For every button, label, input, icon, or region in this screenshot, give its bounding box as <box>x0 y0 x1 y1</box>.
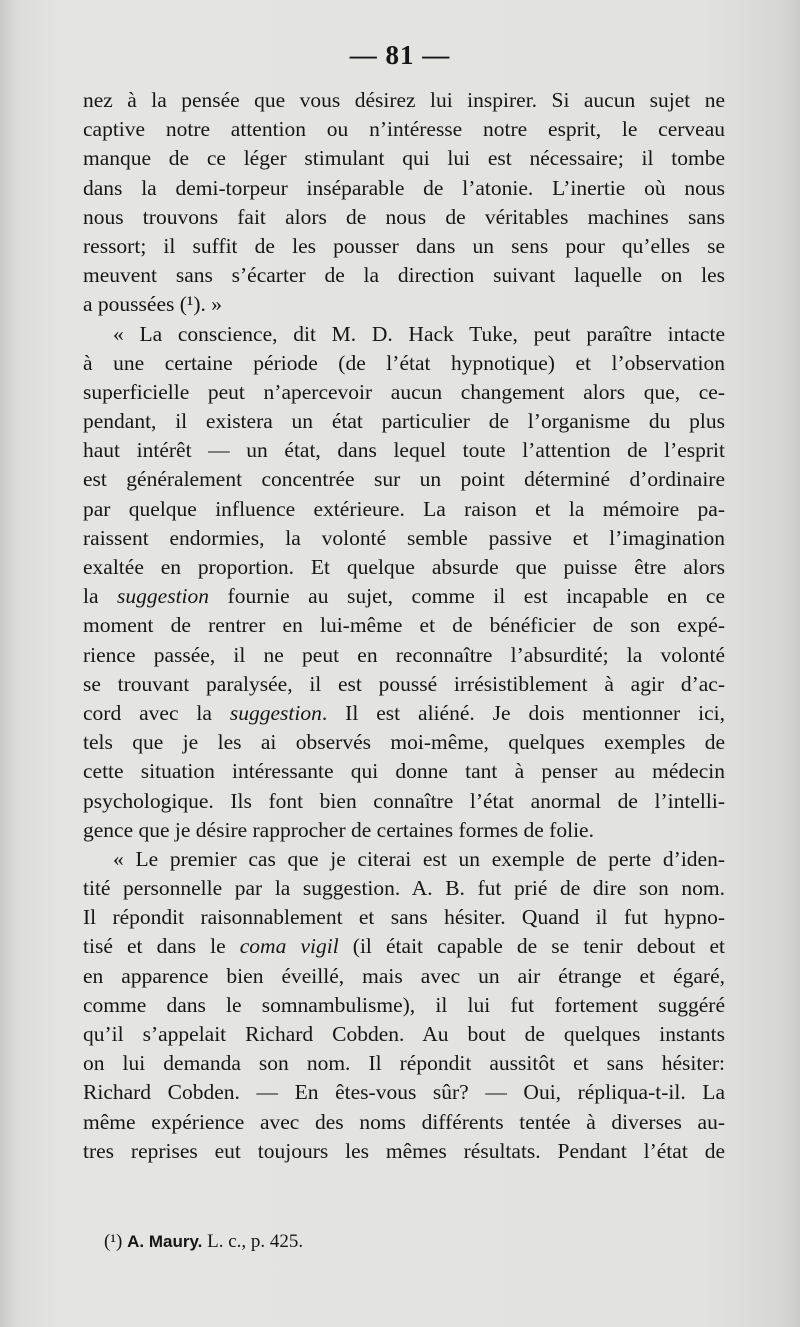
footnote-author: A. Maury. <box>127 1232 203 1251</box>
text-line: par quelque influence extérieure. La raison et la mémoire pa- <box>83 496 725 521</box>
body-text <box>83 86 725 1166</box>
text-line: raissent endormies, la volonté semble passive et l’imagination <box>83 525 725 550</box>
text-line: Richard Cobden. — En êtes-vous sûr? — Oui, répliqua-t-il. La <box>83 1080 725 1105</box>
text-line: en apparence bien éveillé, mais avec un air étrange et égaré, <box>83 963 725 988</box>
footnote <box>104 1231 303 1253</box>
text-line: tité personnelle par la suggestion. A. B. fut prié de dire son nom. <box>83 876 725 901</box>
text-line: nez à la pensée que vous désirez lui inspirer. Si aucun sujet ne <box>83 88 725 112</box>
italic-term: suggestion <box>117 584 210 609</box>
text-line: tisé et dans le coma vigil (il était capable de se tenir debout et <box>83 934 725 959</box>
text-line: dans la demi-torpeur inséparable de l’atonie. L’inertie où nous <box>83 175 725 200</box>
text-line: on lui demanda son nom. Il répondit aussitôt et sans hésiter: <box>83 1051 725 1076</box>
text-line: comme dans le somnambulisme), il lui fut fortement suggéré <box>83 992 725 1017</box>
text-line: qu’il s’appelait Richard Cobden. Au bout de quelques instants <box>83 1022 725 1046</box>
text-line: même expérience avec des noms différents tentée à diverses au- <box>83 1109 725 1134</box>
text-line: manque de ce léger stimulant qui lui est nécessaire; il tombe <box>83 146 725 171</box>
italic-term: suggestion <box>229 700 322 725</box>
text-line: à une certaine période (de l’état hypnotique) et l’observation <box>83 350 725 375</box>
text-line: la suggestion fournie au sujet, comme il est incapable en ce <box>83 584 725 609</box>
page-number: — 81 — <box>349 40 451 70</box>
text-line: psychologique. Ils font bien connaître l’état anormal de l’intelli- <box>83 788 725 813</box>
text-line: rience passée, il ne peut en reconnaître l’absurdité; la volonté <box>83 642 725 667</box>
italic-term: coma vigil <box>239 934 339 959</box>
text-line: gence que je désire rapprocher de certaines formes de folie. <box>83 817 594 842</box>
text-line: exaltée en proportion. Et quelque absurde que puisse être alors <box>83 555 725 579</box>
text-line: se trouvant paralysée, il est poussé irrésistiblement à agir d’ac- <box>83 671 725 696</box>
footnote-marker: (¹) <box>104 1231 123 1252</box>
footnote-reference: L. c., p. 425. <box>207 1231 304 1252</box>
text-line: « Le premier cas que je citerai est un exemple de perte d’iden- <box>113 846 725 871</box>
text-line: nous trouvons fait alors de nous de véritables machines sans <box>83 204 725 229</box>
text-line: pendant, il existera un état particulier de l’organisme du plus <box>83 409 725 434</box>
text-line: ressort; il suffit de les pousser dans un sens pour qu’elles se <box>83 233 725 258</box>
text-line: moment de rentrer en lui-même et de bénéficier de son expé- <box>83 613 725 638</box>
text-line: « La conscience, dit M. D. Hack Tuke, peut paraître intacte <box>113 321 725 346</box>
text-line: cord avec la suggestion. Il est aliéné. Je dois mentionner ici, <box>83 700 725 725</box>
text-line: tels que je les ai observés moi-même, quelques exemples de <box>83 730 725 755</box>
text-line: haut intérêt — un état, dans lequel toute l’attention de l’esprit <box>83 438 725 463</box>
text-line: a poussées (¹). » <box>83 292 222 317</box>
text-line: tres reprises eut toujours les mêmes résultats. Pendant l’état de <box>83 1138 725 1163</box>
text-line: cette situation intéressante qui donne tant à penser au médecin <box>83 759 725 784</box>
text-line: meuvent sans s’écarter de la direction suivant laquelle on les <box>83 263 725 288</box>
text-line: Il répondit raisonnablement et sans hésiter. Quand il fut hypno- <box>83 905 725 930</box>
text-line: captive notre attention ou n’intéresse notre esprit, le cerveau <box>83 117 725 142</box>
text-line: superficielle peut n’apercevoir aucun changement alors que, ce- <box>83 379 725 404</box>
text-line: est généralement concentrée sur un point déterminé d’ordinaire <box>83 467 725 492</box>
